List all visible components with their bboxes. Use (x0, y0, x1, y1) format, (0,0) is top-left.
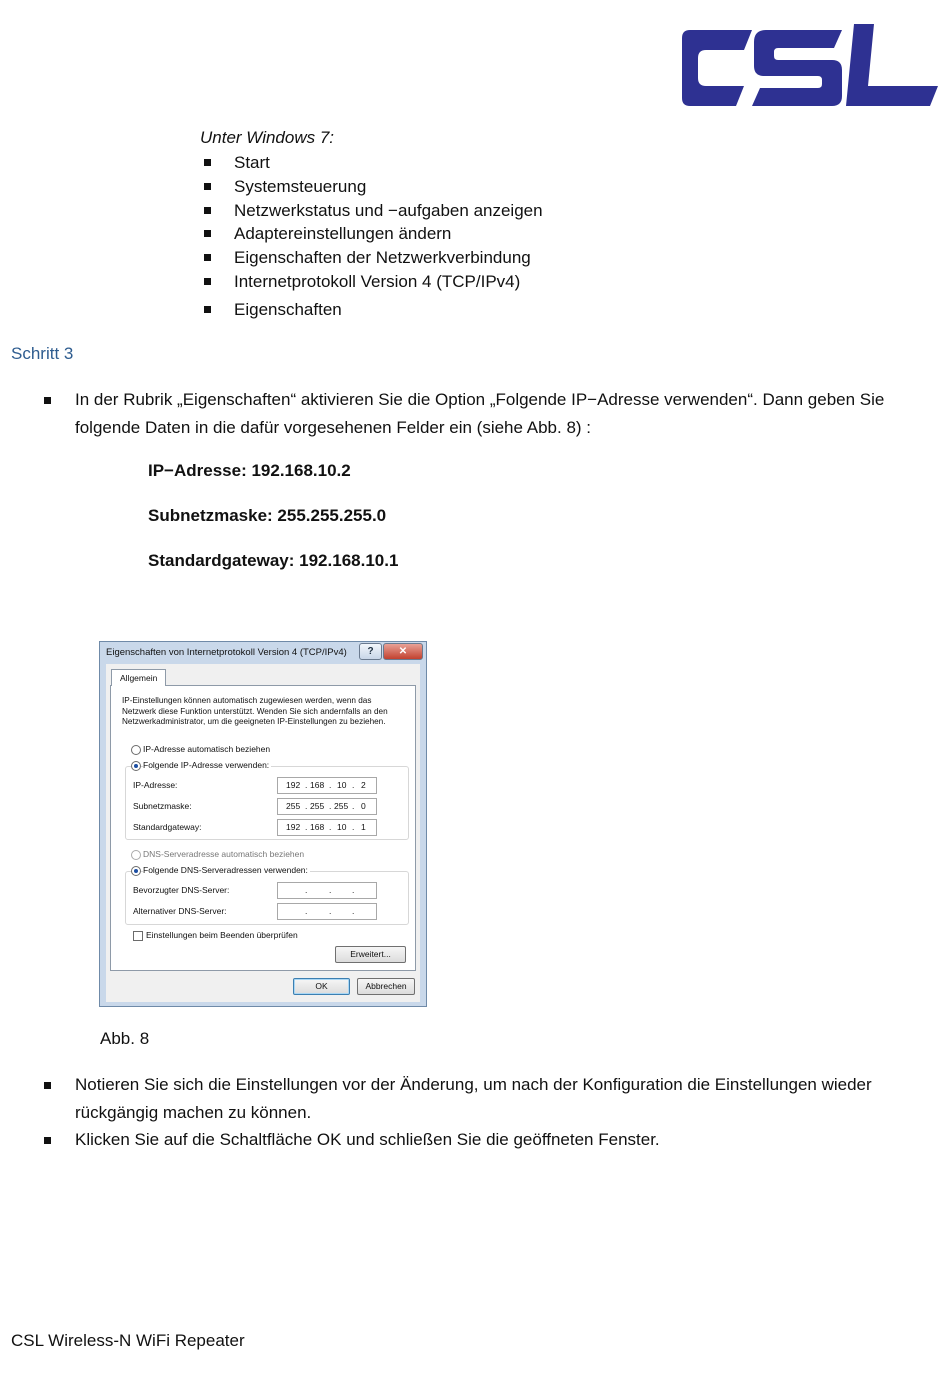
logo-text: CSL (682, 20, 684, 21)
cancel-button[interactable]: Abbrechen (357, 978, 415, 995)
list-item: Netzwerkstatus und −aufgaben anzeigen (204, 200, 543, 224)
help-button[interactable]: ? (359, 643, 382, 660)
list-item: Start (204, 152, 543, 176)
dns-preferred-field[interactable]: . . . (277, 882, 377, 899)
subnet-mask-value: Subnetzmaske: 255.255.255.0 (148, 506, 387, 525)
figure-caption: Abb. 8 (100, 1029, 150, 1048)
validate-checkbox-label: Einstellungen beim Beenden überprüfen (146, 930, 298, 940)
list-item: Internetprotokoll Version 4 (TCP/IPv4) (204, 271, 543, 295)
list-item: Adaptereinstellungen ändern (204, 223, 543, 247)
tcpip-properties-dialog (99, 641, 427, 1007)
bullet-icon (204, 183, 211, 190)
ip-address-label: IP-Adresse: (133, 780, 178, 790)
gateway-value: Standardgateway: 192.168.10.1 (148, 551, 399, 570)
bullet-icon (44, 397, 51, 404)
tab-panel (110, 685, 416, 971)
radio-ip-manual[interactable] (131, 761, 141, 771)
bullet-icon (44, 1137, 51, 1144)
bullet-icon (44, 1082, 51, 1089)
bullet-icon (204, 278, 211, 285)
radio-dns-manual[interactable] (131, 866, 141, 876)
windows7-title: Unter Windows 7: (200, 128, 335, 147)
validate-checkbox[interactable] (133, 931, 143, 941)
gateway-label: Standardgateway: (133, 822, 202, 832)
ip-address-field[interactable]: 192 . 168 . 10 . 2 (277, 777, 377, 794)
dialog-title: Eigenschaften von Internetprotokoll Version 4 (TCP/IPv4) (106, 647, 347, 658)
subnet-mask-field[interactable]: 255 . 255 . 255 . 0 (277, 798, 377, 815)
note-paragraph-2: Klicken Sie auf die Schaltfläche OK und schließen Sie die geöffneten Fenster. (42, 1126, 932, 1154)
tab-allgemein[interactable]: Allgemein (111, 669, 166, 686)
subnet-mask-label: Subnetzmaske: (133, 801, 192, 811)
instruction-paragraph: In der Rubrik „Eigenschaften“ aktivieren Sie die Option „Folgende IP−Adresse verwenden“. Dann geben Sie folgende Daten in die dafür vorgesehenen Felder ein (siehe Abb. 8) : (42, 386, 932, 442)
ok-button[interactable]: OK (293, 978, 350, 995)
advanced-button[interactable]: Erweitert... (335, 946, 406, 963)
gateway-field[interactable]: 192 . 168 . 10 . 1 (277, 819, 377, 836)
bullet-icon (204, 159, 211, 166)
radio-dns-manual-label: Folgende DNS-Serveradressen verwenden: (143, 865, 308, 875)
ip-address-value: IP−Adresse: 192.168.10.2 (148, 461, 351, 480)
bullet-icon (204, 254, 211, 261)
radio-ip-auto[interactable] (131, 745, 141, 755)
radio-ip-auto-label: IP-Adresse automatisch beziehen (143, 744, 271, 754)
radio-dns-auto-label: DNS-Serveradresse automatisch beziehen (143, 849, 305, 859)
list-item: Eigenschaften der Netzwerkverbindung (204, 247, 543, 271)
note-paragraph-1: Notieren Sie sich die Einstellungen vor der Änderung, um nach der Konfiguration die Einstellungen wieder rückgängig machen zu können. (42, 1071, 932, 1127)
bullet-icon (204, 230, 211, 237)
csl-logo (682, 20, 938, 116)
dns-preferred-label: Bevorzugter DNS-Server: (133, 885, 230, 895)
dns-alternate-label: Alternativer DNS-Server: (133, 906, 227, 916)
page-footer: CSL Wireless-N WiFi Repeater (11, 1331, 245, 1350)
section-heading: Schritt 3 (11, 344, 74, 363)
bullet-icon (204, 306, 211, 313)
radio-ip-manual-label: Folgende IP-Adresse verwenden: (143, 760, 270, 770)
dialog-body (106, 664, 420, 1002)
list-item: Eigenschaften (204, 299, 543, 323)
list-item: Systemsteuerung (204, 176, 543, 200)
close-icon[interactable]: ✕ (383, 643, 423, 660)
bullet-icon (204, 207, 211, 214)
radio-dns-auto[interactable] (131, 850, 141, 860)
dialog-description: IP-Einstellungen können automatisch zugewiesen werden, wenn das Netzwerk diese Funktion unterstützt. Wenden Sie sich andernfalls an den Netzwerkadministrator, um die geeigneten IP-Einstellungen zu beziehen. (122, 696, 388, 726)
windows7-steps (204, 152, 543, 323)
dns-alternate-field[interactable]: . . . (277, 903, 377, 920)
